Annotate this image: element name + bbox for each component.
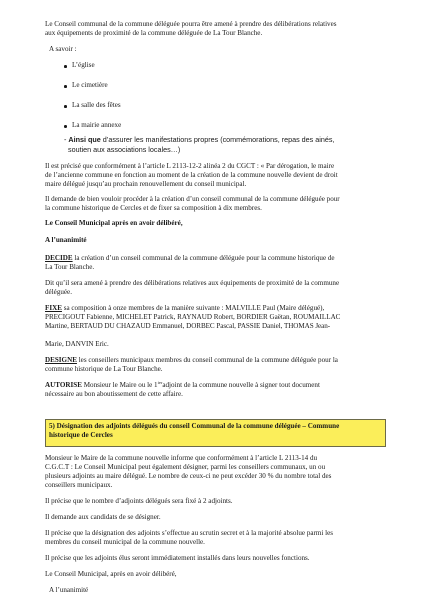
nombre-adjoints-line	[45, 497, 233, 506]
fixe-keyword: FIXE	[45, 304, 62, 312]
section-5-title-line-1: 5) Désignation des adjoints délégués du conseil Communal de la commune déléguée – Commune	[49, 422, 340, 430]
demande-line-2: la commune historique de Cercles et de fixer sa composition à dix membres.	[45, 204, 262, 212]
designe-line-2	[45, 365, 163, 374]
scrutin-line-2	[45, 538, 205, 547]
fixe-line-1	[45, 304, 324, 313]
list-item: La mairie annexe	[72, 121, 122, 129]
nombre-adjoints-text: Il précise que le nombre d’adjoints délégués sera fixé à 2 adjoints.	[45, 497, 233, 505]
list-item: L’église	[72, 61, 95, 69]
decide-keyword: DECIDE	[45, 254, 73, 262]
ainsi-que-line-2: soutien aux associations locales…)	[68, 145, 181, 154]
designe-line-2-text: commune historique de La Tour Blanche.	[45, 365, 163, 373]
designe-text: les conseillers municipaux membres du conseil communal de la commune déléguée pour la	[76, 356, 338, 364]
unanimite-heading: A l’unanimité	[45, 236, 87, 244]
installes-text: Il précise que les adjoints élus seront immédiatement installés dans leurs nouvelles fonctions.	[45, 554, 310, 562]
fixe-line-3: Martine, BERTAUD DU CHAZAUD Emmanuel, DORBEC Pascal, PASSIE Daniel, THOMAS Jean-	[45, 322, 331, 330]
fixe-line-4-text: Marie, DANVIN Eric.	[45, 340, 109, 348]
bullet-dot	[64, 105, 67, 108]
autorise-sup: ier	[157, 380, 163, 385]
unanimite-2-line	[49, 586, 88, 595]
dit-line-2: déléguée.	[45, 288, 72, 296]
autorise-line-1	[45, 381, 320, 390]
autorise-text-b: adjoint de la commune nouvelle à signer tout document	[162, 381, 320, 389]
ainsi-que-line-1: - Ainsi que d’assurer les manifestations propres (commémorations, repas des ainés,	[64, 135, 335, 144]
installes-line	[45, 554, 310, 563]
monsieur-line-4	[45, 481, 112, 490]
designe-line-1	[45, 356, 338, 365]
fixe-text: sa composition à onze membres de la manière suivante : MALVILLE Paul (Maire délégué),	[61, 304, 325, 312]
decide-text: la création d’un conseil communal de la commune déléguée pour la commune historique de	[72, 254, 335, 262]
demande-line-1: Il demande de bien vouloir procéder à la création d’un conseil communal de la commune déléguée pour	[45, 195, 340, 203]
autorise-line-2	[45, 390, 183, 399]
autorise-text-a: Monsieur le Maire ou le 1	[81, 381, 158, 389]
intro-line-2: aux équipements de proximité de la commune déléguée de La Tour Blanche.	[45, 29, 263, 37]
bullet-dot	[64, 65, 67, 68]
monsieur-line-3	[45, 472, 331, 481]
deliberation-2-text: Le Conseil Municipal, après en avoir délibéré,	[45, 570, 177, 578]
cgct-line-3: maire délégué jusqu’au prochain renouvellement du conseil municipal.	[45, 180, 247, 188]
decide-line-1	[45, 254, 335, 263]
deliberation-heading: Le Conseil Municipal après en avoir délibéré,	[45, 219, 183, 227]
monsieur-line-2	[45, 463, 325, 472]
section-5-title	[49, 422, 383, 440]
monsieur-text-3: plusieurs adjoints au maire délégué. Le nombre de ceux-ci ne peut excéder 30 % du nombre total des	[45, 472, 332, 480]
a-savoir-label: A savoir :	[49, 45, 77, 53]
fixe-line-4	[45, 340, 109, 349]
monsieur-text-4: conseillers municipaux.	[45, 481, 113, 489]
scrutin-line-1	[45, 529, 333, 538]
monsieur-line-1	[45, 454, 317, 463]
bullet-dot	[64, 85, 67, 88]
bullet-dot	[64, 125, 67, 128]
ainsi-que-text: d’assurer les manifestations propres (commémorations, repas des ainés,	[100, 135, 335, 144]
deliberation-2-line	[45, 570, 177, 579]
decide-line-2: La Tour Blanche.	[45, 263, 95, 271]
designe-keyword: DESIGNE	[45, 356, 77, 364]
list-item: La salle des fêtes	[72, 101, 121, 109]
dit-line-1: Dit qu’il sera amené à prendre des délibérations relatives aux équipements de proximité de la commune	[45, 279, 340, 287]
unanimite-2-text: A l’unanimité	[49, 586, 89, 594]
autorise-line-2-text: nécessaire au bon aboutissement de cette affaire.	[45, 390, 183, 398]
scrutin-text-1: Il précise que la désignation des adjoints s’effectue au scrutin secret et à la majorité absolue parmi les	[45, 529, 334, 537]
candidats-line	[45, 513, 161, 522]
intro-line-1: Le Conseil communal de la commune déléguée pourra être amené à prendre des délibérations relatives	[45, 20, 337, 28]
monsieur-text-2: C.G.C.T : Le Conseil Municipal peut également désigner, parmi les conseillers communaux, un ou	[45, 463, 326, 471]
list-item: Le cimetière	[72, 81, 108, 89]
fixe-line-2: PRECIGOUT Fabienne, MICHELET Patrick, RAYNAUD Robert, BORDIER Gaëtan, ROUMAILLAC	[45, 313, 341, 321]
section-5-title-line-2: historique de Cercles	[49, 430, 113, 439]
cgct-line-1: Il est précisé que conformément à l’article L 2113-12-2 alinéa 2 du CGCT : « Par dérogation, le maire	[45, 162, 335, 170]
monsieur-text-1: Monsieur le Maire de la commune nouvelle informe que conformément à l’article L 2113-14 du	[45, 454, 318, 462]
candidats-text: Il demande aux candidats de se désigner.	[45, 513, 161, 521]
cgct-line-2: de l’ancienne commune en fonction au moment de la création de la commune nouvelle devient de droit	[45, 171, 338, 179]
scrutin-text-2: membres du conseil municipal de la commune nouvelle.	[45, 538, 205, 546]
autorise-keyword: AUTORISE	[45, 381, 82, 389]
ainsi-que-lead: Ainsi que	[68, 135, 101, 144]
